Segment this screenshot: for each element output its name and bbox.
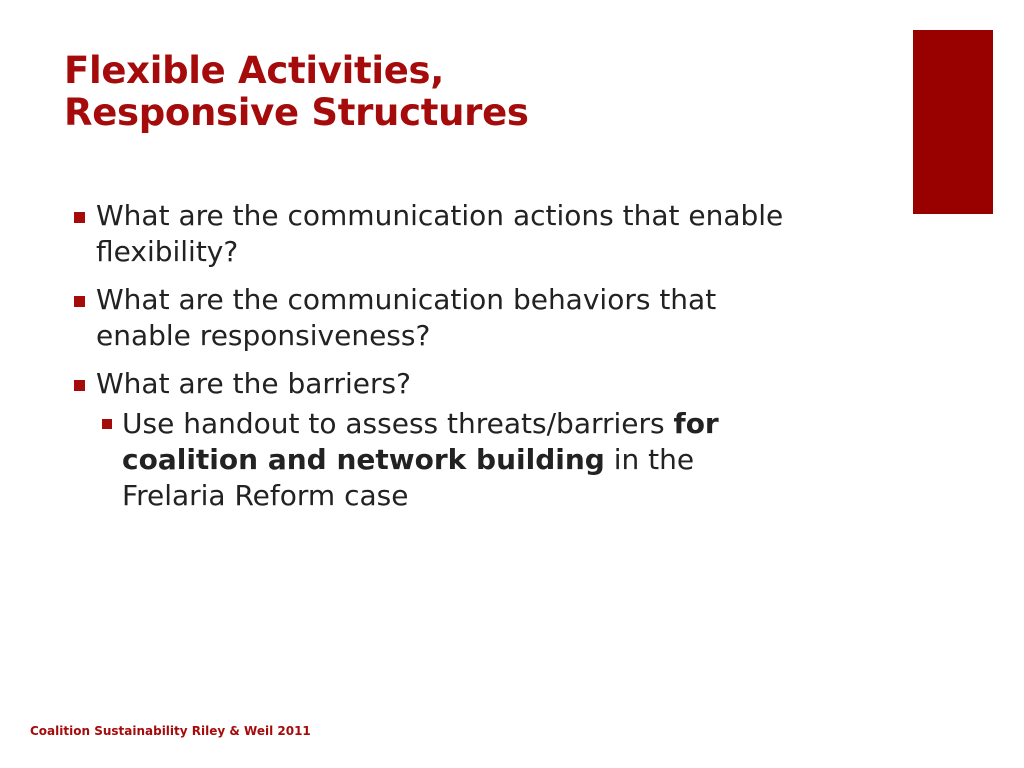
accent-bar: [913, 30, 993, 214]
footer-citation: Coalition Sustainability Riley & Weil 2011: [30, 724, 311, 738]
square-bullet-icon: [74, 380, 85, 391]
bullet-item: [68, 366, 788, 514]
square-bullet-icon: [74, 212, 85, 223]
sub-bullet-list: [96, 406, 788, 514]
bullet-text: What are the barriers?: [96, 367, 411, 400]
square-bullet-icon: [74, 296, 85, 307]
bullet-text: What are the communication actions that enable flexibility?: [96, 199, 784, 268]
sub-bullet-item: [96, 406, 788, 514]
sub-bullet-text-end: in the Frelaria Reform case: [122, 443, 695, 512]
bullet-text: What are the communication behaviors that enable responsiveness?: [96, 283, 717, 352]
bullet-list: [68, 198, 788, 526]
slide-title: [64, 50, 529, 134]
title-line-2: Responsive Structures: [64, 91, 529, 135]
square-bullet-icon: [102, 419, 112, 429]
bullet-item: [68, 282, 788, 354]
sub-bullet-text: Use handout to assess threats/barriers: [122, 407, 674, 440]
sub-bullet-bold-text: for coalition and network building: [122, 407, 719, 476]
title-line-1: Flexible Activities,: [64, 49, 445, 92]
bullet-item: [68, 198, 788, 270]
